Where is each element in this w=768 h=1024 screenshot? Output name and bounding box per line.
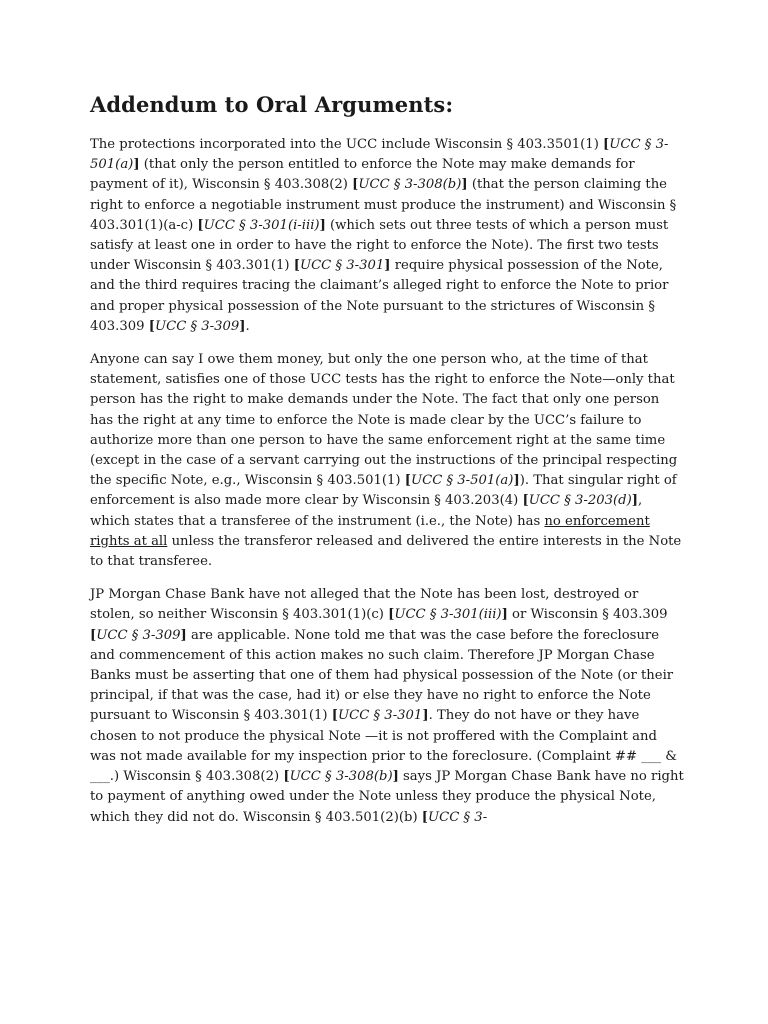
citation-text: UCC § 3-301 [299, 258, 385, 274]
ucc-citation [332, 708, 429, 723]
citation-text: UCC § 3-301 [338, 708, 423, 724]
citation-close-bracket: ] [501, 607, 508, 623]
citation-close-bracket: ] [513, 473, 520, 489]
ucc-citation [90, 137, 668, 172]
citation-open-bracket: [ [603, 137, 610, 152]
ucc-citation [283, 769, 399, 784]
citation-close-bracket: ] [422, 708, 429, 724]
ucc-citation [294, 258, 391, 273]
ucc-citation [90, 628, 187, 643]
citation-open-bracket: [ [148, 318, 155, 334]
paragraph-2: Anyone can say I owe them money, but only the one person who, at the time of that statement, satisfies one of those UCC tests has the right to enforce the Note—only that person has the right to make demands under the Note. The fact that only one person has the right at any time to enforce the Note is made clear by the UCC’s failure to authorize more than one person to have the same enforcement right at the same time (except in the case of a servant carrying out the instructions of the principal respecting the specific Note, e.g., Wisconsin § 403.501(1) [UCC § 3-501(a)]). That singular right of enforcement is also made more clear by Wisconsin § 403.203(4) [UCC § 3-203(d)], which states that a transferee of the instrument (i.e., the Note) has no enforcement rights at all unless the transferor released and delivered the entire interests in the Note to that transferee. [90, 352, 682, 570]
ucc-citation [422, 810, 487, 825]
citation-text: UCC § 3- [428, 809, 488, 825]
underlined-text: no enforcement rights at all [90, 513, 650, 549]
citation-text: UCC § 3-501(a) [90, 137, 669, 173]
citation-close-bracket: ] [461, 177, 468, 193]
ucc-citation [352, 177, 468, 192]
citation-close-bracket: ] [133, 157, 140, 173]
citation-open-bracket: [ [421, 809, 429, 825]
ucc-citation [405, 473, 520, 488]
citation-open-bracket: [ [388, 607, 395, 623]
citation-text: UCC § 3-301(iii) [394, 607, 502, 623]
citation-text: UCC § 3-309 [154, 318, 240, 334]
citation-text: UCC § 3-308(b) [358, 177, 462, 193]
citation-close-bracket: ] [319, 217, 326, 233]
citation-close-bracket: ] [384, 258, 391, 274]
citation-open-bracket: [ [283, 769, 290, 785]
citation-text: UCC § 3-203(d) [528, 493, 632, 509]
paragraph-3: JP Morgan Chase Bank have not alleged that the Note has been lost, destroyed or stolen, so neither Wisconsin § 403.301(1)(c) [UCC § 3-301(iii)] or Wisconsin § 403.309 [UCC § 3-309] are applicable. None told me that was the case before the foreclosure and commencement of this action makes no such claim. Therefore JP Morgan Chase Banks must be asserting that one of them had physical possession of the Note (or their principal, if that was the case, had it) or else they have no right to enforce the Note pursuant to Wisconsin § 403.301(1) [UCC § 3-301]. They do not have or they have chosen to not produce the physical Note —it is not proffered with the Complaint and was not made available for my inspection prior to the foreclosure. (Complaint ## ___ & ___.) Wisconsin § 403.308(2) [UCC § 3-308(b)] says JP Morgan Chase Bank have no right to payment of anything owed under the Note unless they produce the physical Note, which they did not do. Wisconsin § 403.501(2)(b) [UCC § 3- [90, 587, 684, 825]
citation-open-bracket: [ [352, 177, 359, 193]
citation-text: UCC § 3-501(a) [411, 473, 514, 489]
document-title: Addendum to Oral Arguments: [90, 92, 454, 117]
citation-open-bracket: [ [404, 473, 411, 489]
citation-close-bracket: ] [180, 627, 187, 643]
citation-open-bracket: [ [522, 493, 529, 509]
ucc-citation [197, 218, 325, 233]
document-body [90, 135, 686, 828]
citation-open-bracket: [ [293, 258, 300, 274]
citation-open-bracket: [ [197, 217, 204, 233]
citation-open-bracket: [ [331, 708, 339, 724]
citation-text: UCC § 3-301(i-iii) [203, 217, 320, 233]
citation-open-bracket: [ [90, 627, 97, 643]
ucc-citation [388, 607, 508, 622]
citation-close-bracket: ] [392, 769, 399, 785]
ucc-citation [149, 319, 246, 334]
ucc-citation [522, 493, 638, 508]
citation-close-bracket: ] [631, 493, 638, 509]
citation-text: UCC § 3-309 [96, 627, 181, 643]
paragraph-1: The protections incorporated into the UCC include Wisconsin § 403.3501(1) [UCC § 3-501(a)] (that only the person entitled to enforce the Note may make demands for payment of it), Wisconsin § 403.308(2) [UCC § 3-308(b)] (that the person claiming the right to enforce a negotiable instrument must produce the instrument) and Wisconsin § 403.301(1)(a-c) [UCC § 3-301(i-iii)] (which sets out three tests of which a person must satisfy at least one in order to have the right to enforce the Note). The first two tests under Wisconsin § 403.301(1) [UCC § 3-301] require physical possession of the Note, and the third requires tracing the claimant’s alleged right to enforce the Note to prior and proper physical possession of the Note pursuant to the strictures of Wisconsin § 403.309 [UCC § 3-309]. [90, 137, 677, 334]
citation-close-bracket: ] [239, 318, 246, 334]
citation-text: UCC § 3-308(b) [289, 769, 393, 785]
